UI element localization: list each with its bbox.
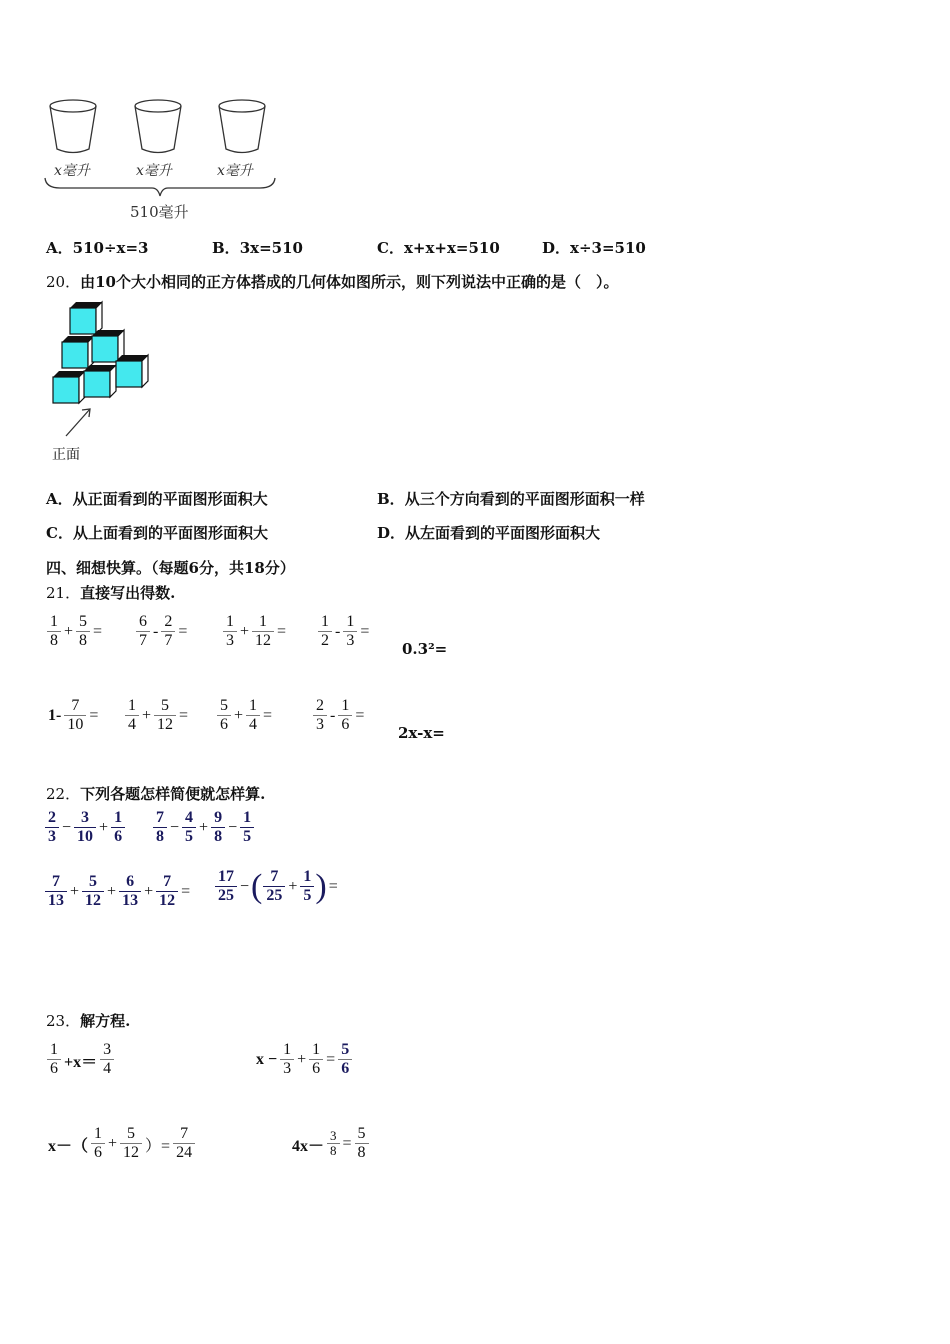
equation-item: $\frac{1}{6}$ +x＝ $\frac{3}{4}$ [46,1042,115,1078]
equation-item: 4x－ $\frac{3}{8}$ = $\frac{5}{8}$ [290,1126,370,1162]
option-a[interactable]: A．从正面看到的平面图形面积大 [46,490,268,508]
calc-item: $\frac{1}{3}$ + $\frac{1}{12}$ = [222,614,288,650]
cup-label: x毫升 [217,163,253,179]
calc-item: $\frac{1}{2}$ - $\frac{1}{3}$ = [317,614,371,650]
option-d[interactable]: D．从左面看到的平面图形面积大 [377,524,601,542]
simplify-item: $\frac{2}{3}$ − $\frac{3}{10}$ + $\frac{1}{6}$ [44,810,126,846]
question-22: 22．下列各题怎样简便就怎样算. [46,785,266,803]
calc-item: 2x-x= [398,724,445,742]
equation-item: x − $\frac{1}{3}$ + $\frac{1}{6}$ = $\frac{5}{6}$ [254,1042,353,1078]
cup-icon [219,100,265,153]
option-a[interactable]: A．510÷x=3 [46,239,149,257]
total-label: 510毫升 [130,203,189,221]
calc-item: $\frac{6}{7}$ - $\frac{2}{7}$ = [135,614,189,650]
cubes-figure [46,298,156,443]
question-23: 23．解方程. [46,1012,131,1030]
brace [45,178,275,196]
option-c[interactable]: C．从上面看到的平面图形面积大 [46,524,268,542]
option-b[interactable]: B．从三个方向看到的平面图形面积一样 [377,490,645,508]
calc-item: 0.3²= [402,640,448,658]
calc-item: $\frac{2}{3}$ - $\frac{1}{6}$ = [312,698,366,734]
calc-item: $\frac{1}{4}$ + $\frac{5}{12}$ = [124,698,190,734]
question-21: 21．直接写出得数. [46,584,176,602]
cup-icon [135,100,181,153]
calc-item: 1- $\frac{7}{10}$ = [48,697,99,733]
simplify-item: $\frac{7}{13}$ + $\frac{5}{12}$ + $\frac{6}{13}$ + $\frac{7}{12}$ = [44,874,192,910]
question-20: 20．由10个大小相同的正方体搭成的几何体如图所示，则下列说法中正确的是（ ）。 [46,273,619,291]
calc-item: $\frac{5}{6}$ + $\frac{1}{4}$ = [216,698,274,734]
simplify-item: $\frac{17}{25}$ −( $\frac{7}{25}$ + $\frac{1}{5}$ ) = [214,868,340,906]
option-c[interactable]: C．x+x+x=510 [377,239,500,257]
front-label: 正面 [52,447,80,463]
equation-item: x－（ $\frac{1}{6}$ + $\frac{5}{12}$ ）= $\frac{7}{24}$ [46,1126,196,1162]
simplify-item: $\frac{7}{8}$ − $\frac{4}{5}$ + $\frac{9}{8}$ − $\frac{1}{5}$ [152,810,255,846]
option-b[interactable]: B．3x=510 [212,239,303,257]
cup-icon [50,100,96,153]
cup-label: x毫升 [136,163,172,179]
option-d[interactable]: D．x÷3=510 [542,239,646,257]
calc-item: $\frac{1}{8}$ + $\frac{5}{8}$ = [46,614,104,650]
section-title: 四、细想快算。（每题6分，共18分） [46,559,295,577]
cup-label: x毫升 [54,163,90,179]
